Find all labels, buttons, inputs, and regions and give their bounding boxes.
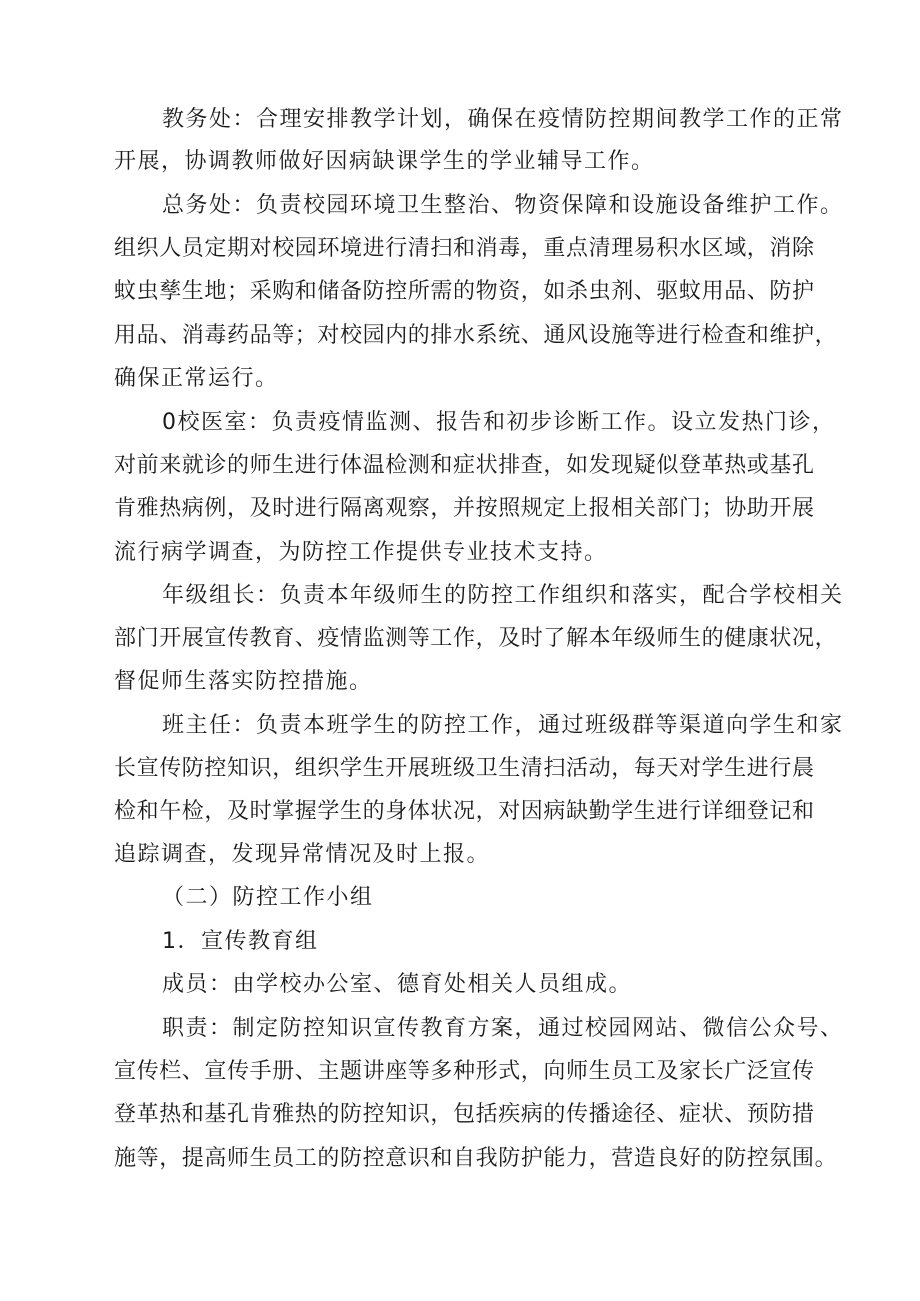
paragraph-xiaoyishi-line-2: 对前来就诊的师生进行体温检测和症状排查，如发现疑似登革热或基孔	[114, 453, 815, 478]
duty-line-4: 施等，提高师生员工的防控意识和自我防护能力，营造良好的防控氛围。	[114, 1146, 838, 1171]
duty-line-2: 宣传栏、宣传手册、主题讲座等多种形式，向师生员工及家长广泛宣传	[114, 1059, 815, 1084]
paragraph-zongwuchu-line-3: 蚊虫孳生地；采购和储备防控所需的物资，如杀虫剂、驱蚊用品、防护	[114, 279, 815, 304]
paragraph-nianjizuzhang-line-1: 年级组长：负责本年级师生的防控工作组织和落实，配合学校相关	[162, 583, 844, 608]
paragraph-zongwuchu-line-4: 用品、消毒药品等；对校园内的排水系统、通风设施等进行检查和维护，	[114, 323, 838, 348]
paragraph-jiaowuchu-line-2: 开展，协调教师做好因病缺课学生的学业辅导工作。	[114, 149, 655, 174]
paragraph-banzhuren-line-1: 班主任：负责本班学生的防控工作，通过班级群等渠道向学生和家	[162, 713, 844, 738]
members-line: 成员：由学校办公室、德育处相关人员组成。	[162, 972, 633, 997]
paragraph-xiaoyishi-line-4: 流行病学调查，为防控工作提供专业技术支持。	[114, 540, 608, 565]
duty-line-3: 登革热和基孔肯雅热的防控知识，包括疾病的传播途径、症状、预防措	[114, 1102, 815, 1127]
paragraph-jiaowuchu-line-1: 教务处：合理安排教学计划，确保在疫情防控期间教学工作的正常	[162, 107, 844, 132]
subsection-heading: 1．宣传教育组	[162, 929, 319, 954]
paragraph-zongwuchu-line-1: 总务处：负责校园环境卫生整治、物资保障和设施设备维护工作。	[162, 193, 844, 218]
paragraph-nianjizuzhang-line-3: 督促师生落实防控措施。	[114, 669, 373, 694]
section-heading: （二）防控工作小组	[162, 885, 374, 910]
paragraph-zongwuchu-line-2: 组织人员定期对校园环境进行清扫和消毒，重点清理易积水区域，消除	[114, 236, 815, 261]
paragraph-xiaoyishi-line-1: 0校医室：负责疫情监测、报告和初步诊断工作。设立发热门诊，	[162, 410, 836, 435]
paragraph-nianjizuzhang-line-2: 部门开展宣传教育、疫情监测等工作，及时了解本年级师生的健康状况，	[114, 626, 838, 651]
paragraph-banzhuren-line-3: 检和午检，及时掌握学生的身体状况，对因病缺勤学生进行详细登记和	[114, 799, 815, 824]
paragraph-banzhuren-line-2: 长宣传防控知识，组织学生开展班级卫生清扫活动，每天对学生进行晨	[114, 756, 815, 781]
paragraph-banzhuren-line-4: 追踪调查，发现异常情况及时上报。	[114, 842, 491, 867]
duty-line-1: 职责：制定防控知识宣传教育方案，通过校园网站、微信公众号、	[162, 1016, 844, 1041]
paragraph-zongwuchu-line-5: 确保正常运行。	[114, 366, 279, 391]
paragraph-xiaoyishi-line-3: 肯雅热病例，及时进行隔离观察，并按照规定上报相关部门；协助开展	[114, 496, 815, 521]
